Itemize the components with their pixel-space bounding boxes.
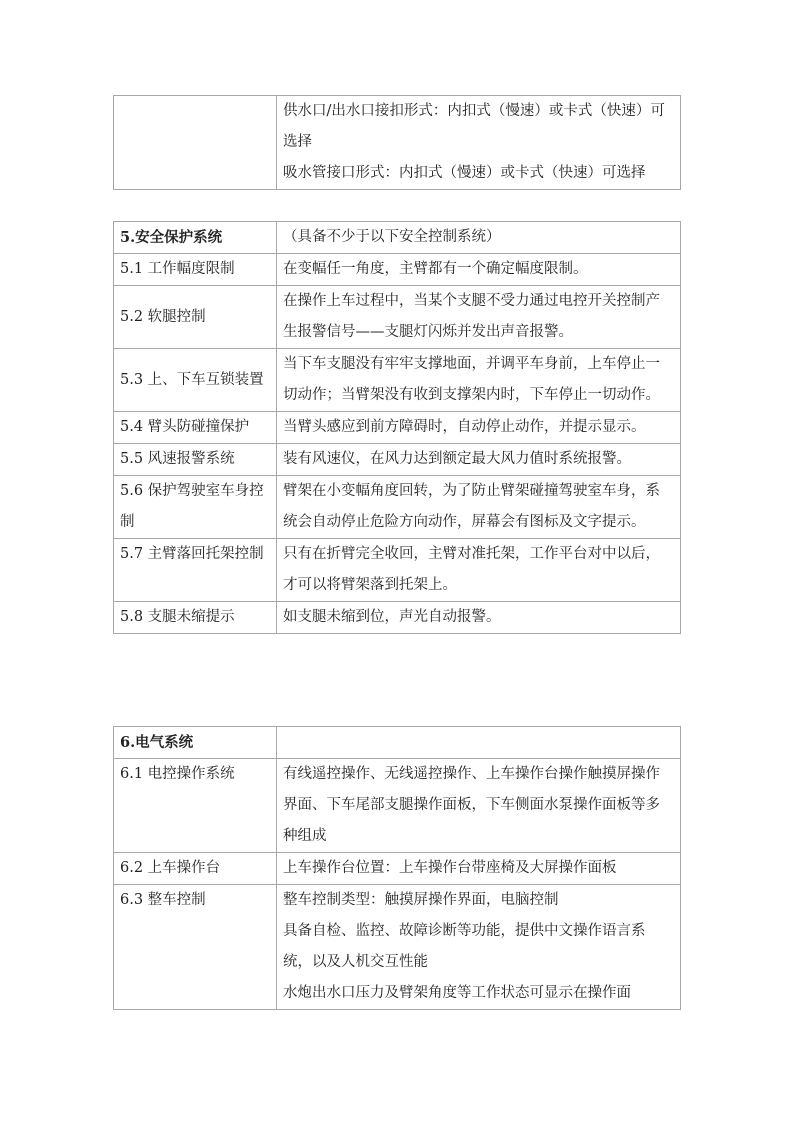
table-row xyxy=(114,349,681,412)
table-row xyxy=(114,759,681,853)
section-header-row xyxy=(114,727,681,759)
table-row xyxy=(114,539,681,602)
row-label: 5.1 工作幅度限制 xyxy=(114,254,277,286)
row-content xyxy=(277,96,681,190)
table-row xyxy=(114,885,681,1010)
row-content: 当臂头感应到前方障碍时，自动停止动作，并提示显示。 xyxy=(277,412,681,444)
row-content-line: 整车控制类型：触摸屏操作界面，电脑控制 xyxy=(283,892,559,908)
row-label xyxy=(114,96,277,190)
row-content: 如支腿未缩到位，声光自动报警。 xyxy=(277,602,681,634)
row-label: 6.1 电控操作系统 xyxy=(114,759,277,853)
row-content-line: 具备自检、监控、故障诊断等功能，提供中文操作语言系统，以及人机交互性能 xyxy=(283,923,646,970)
row-label: 6.3 整车控制 xyxy=(114,885,277,1010)
row-content-line: 吸水管接口形式：内扣式（慢速）或卡式（快速）可选择 xyxy=(283,165,646,181)
row-content: 当下车支腿没有牢牢支撑地面，并调平车身前，上车停止一切动作；当臂架没有收到支撑架内时，下车停止一切动作。 xyxy=(277,349,681,412)
table-row xyxy=(114,254,681,286)
row-label: 5.4 臂头防碰撞保护 xyxy=(114,412,277,444)
row-label: 6.2 上车操作台 xyxy=(114,853,277,885)
row-label: 5.7 主臂落回托架控制 xyxy=(114,539,277,602)
row-content: 臂架在小变幅角度回转，为了防止臂架碰撞驾驶室车身，系统会自动停止危险方向动作，屏幕会有图标及文字提示。 xyxy=(277,476,681,539)
row-content: 在变幅任一角度，主臂都有一个确定幅度限制。 xyxy=(277,254,681,286)
table-row xyxy=(114,602,681,634)
row-content xyxy=(277,853,681,885)
table-row xyxy=(114,96,681,190)
section-header-row xyxy=(114,222,681,254)
section-note xyxy=(277,727,681,759)
row-content-line: 上车操作台位置：上车操作台带座椅及大屏操作面板 xyxy=(283,860,617,876)
row-label: 5.6 保护驾驶室车身控制 xyxy=(114,476,277,539)
water-interface-table xyxy=(113,95,681,190)
safety-protection-table xyxy=(113,221,681,634)
table-row xyxy=(114,286,681,349)
row-label: 5.2 软腿控制 xyxy=(114,286,277,349)
row-content: 装有风速仪，在风力达到额定最大风力值时系统报警。 xyxy=(277,444,681,476)
row-content-line: 水炮出水口压力及臂架角度等工作状态可显示在操作面 xyxy=(283,985,631,1001)
section-title: 6.电气系统 xyxy=(114,727,277,759)
row-content: 只有在折臂完全收回，主臂对准托架，工作平台对中以后，才可以将臂架落到托架上。 xyxy=(277,539,681,602)
row-label: 5.3 上、下车互锁装置 xyxy=(114,349,277,412)
table-row xyxy=(114,476,681,539)
electrical-system-table xyxy=(113,726,681,1010)
section-title: 5.安全保护系统 xyxy=(114,222,277,254)
row-label: 5.5 风速报警系统 xyxy=(114,444,277,476)
table-row xyxy=(114,444,681,476)
row-content xyxy=(277,885,681,1010)
row-content: 在操作上车过程中，当某个支腿不受力通过电控开关控制产生报警信号——支腿灯闪烁并发出声音报警。 xyxy=(277,286,681,349)
row-content-line: 有线遥控操作、无线遥控操作、上车操作台操作触摸屏操作界面、下车尾部支腿操作面板，下车侧面水泵操作面板等多种组成 xyxy=(283,766,660,844)
row-label: 5.8 支腿未缩提示 xyxy=(114,602,277,634)
row-content xyxy=(277,759,681,853)
table-row xyxy=(114,412,681,444)
row-content-line: 供水口/出水口接扣形式：内扣式（慢速）或卡式（快速）可选择 xyxy=(283,103,665,150)
section-note: （具备不少于以下安全控制系统） xyxy=(277,222,681,254)
table-row xyxy=(114,853,681,885)
